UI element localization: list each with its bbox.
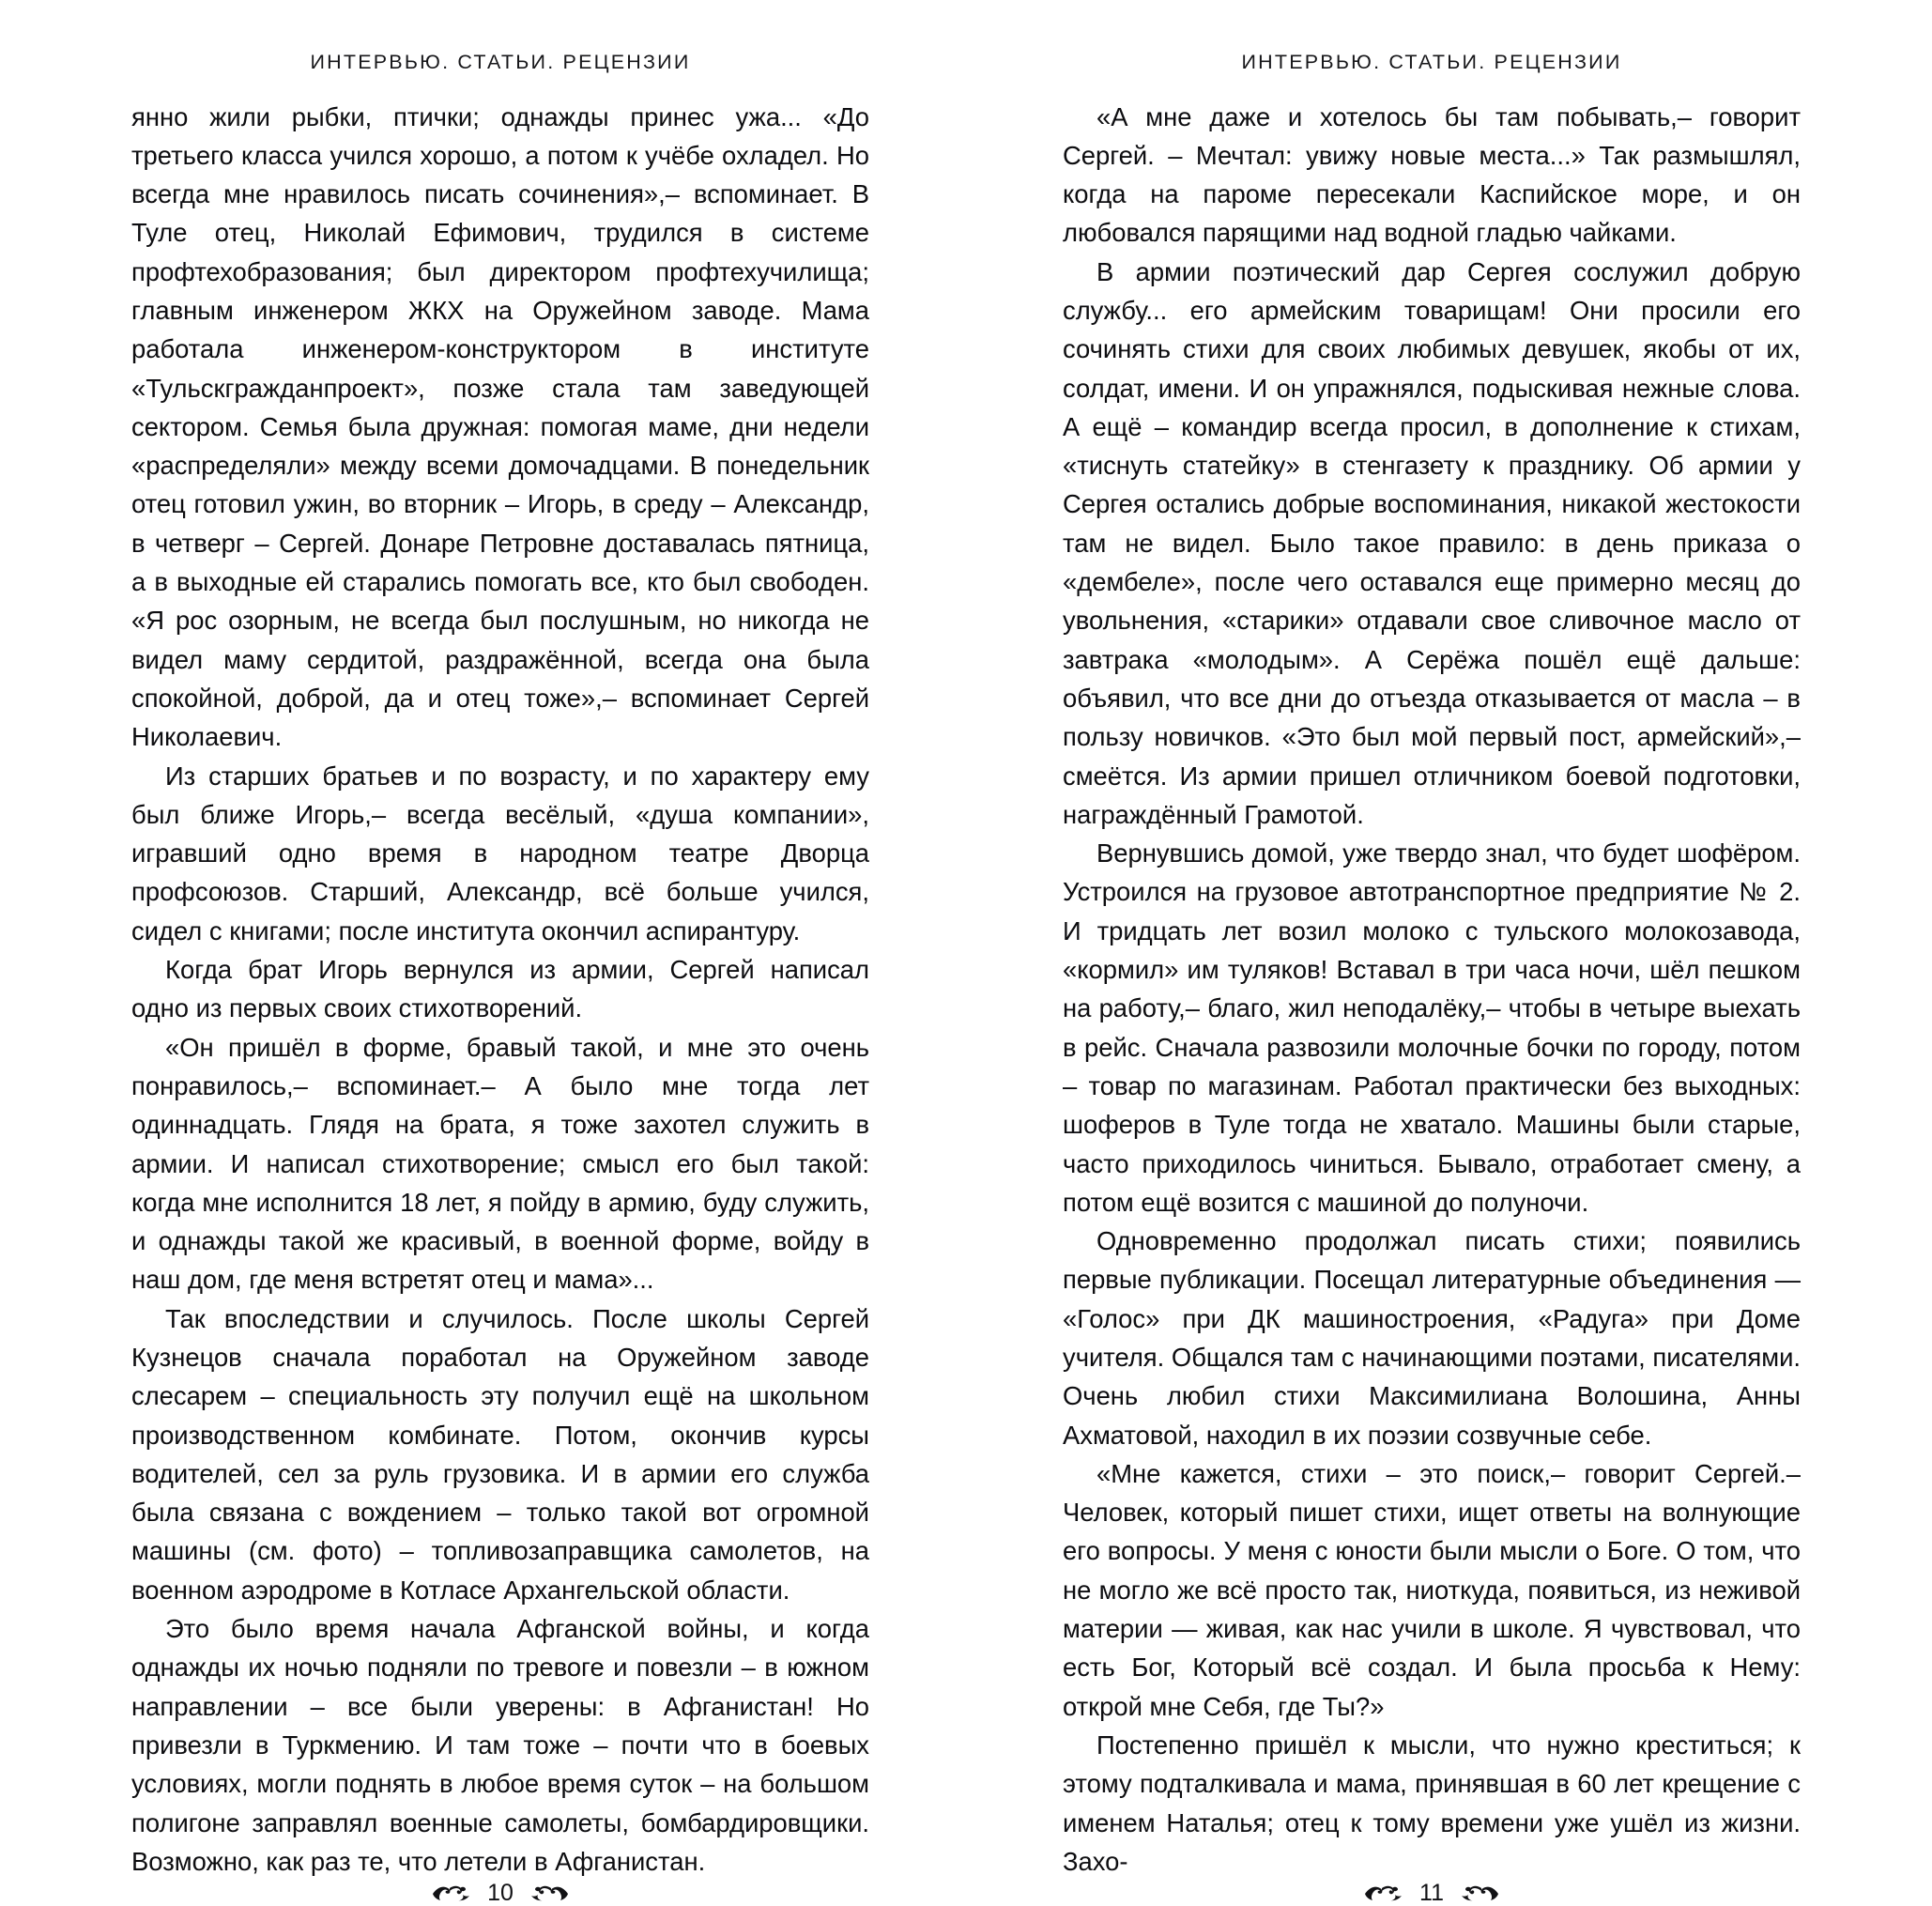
flourish-ornament-icon [1363, 1881, 1406, 1905]
running-head-right: ИНТЕРВЬЮ. СТАТЬИ. РЕЦЕНЗИИ [1241, 51, 1622, 73]
flourish-ornament-icon [527, 1881, 570, 1905]
flourish-ornament-icon [1457, 1881, 1500, 1905]
page-number-left: 10 [487, 1879, 514, 1906]
body-text-left [131, 98, 869, 1882]
running-head-left: ИНТЕРВЬЮ. СТАТЬИ. РЕЦЕНЗИИ [310, 51, 691, 73]
paragraph: «А мне даже и хотелось бы там побывать,– говорит Сергей. – Мечтал: увижу новые места...» Так размышлял, когда на пароме пересекали Каспийское море, и он любовался парящими над водной гладью чайками. [1063, 101, 1801, 248]
page-number-right: 11 [1419, 1879, 1444, 1906]
body-text-right [1063, 98, 1801, 1882]
page-footer-right [1063, 1881, 1801, 1905]
paragraph: «Он пришёл в форме, бравый такой, и мне это очень понравилось,– вспоминает.– А было мне тогда лет одиннадцать. Глядя на брата, я тоже захотел служить в армии. И написал стихотворение; смысл его был такой: когда мне исполнится 18 лет, я пойду в армию, буду служить, и однажды такой же красивый, в военной форме, войду в наш дом, где меня встретят отец и мама»... [131, 1032, 869, 1295]
paragraph: Это было время начала Афганской войны, и когда однажды их ночью подняли по тревоге и повезли – в южном направлении – все были уверены: в Афганистан! Но привезли в Туркмению. И там тоже – почти что в боевых условиях, могли поднять в любое время суток – на большом полигоне заправлял военные самолеты, бомбардировщики. Возможно, как раз те, что летели в Афганистан. [131, 1614, 869, 1876]
paragraph: Одновременно продолжал писать стихи; появились первые публикации. Посещал литературные объединения — «Голос» при ДК машиностроения, «Радуга» при Доме учителя. Общался там с начинающими поэтами, писателями. Очень любил стихи Максимилиана Волошина, Анны Ахматовой, находил в их поэзии созвучные себе. [1063, 1226, 1801, 1450]
paragraph: «Мне кажется, стихи – это поиск,– говорит Сергей.– Человек, который пишет стихи, ищет ответы на волнующие его вопросы. У меня с юности были мысли о Боге. О том, что не могло же всё просто так, ниоткуда, появиться, из неживой материи — живая, как нас учили в школе. Я чувствовал, что есть Бог, Который всё создал. И была просьба к Нему: открой мне Себя, где Ты?» [1063, 1458, 1801, 1721]
paragraph: Так впоследствии и случилось. После школы Сергей Кузнецов сначала поработал на Оружейном заводе слесарем – специальность эту получил ещё на школьном производственном комбинате. Потом, окончив курсы водителей, сел за руль грузовика. И в армии его служба была связана с вождением – только такой вот огромной машины (см. фото) – топливозаправщика самолетов, на военном аэродроме в Котласе Архангельской области. [131, 1303, 869, 1605]
paragraph: янно жили рыбки, птички; однажды принес ужа... «До третьего класса учился хорошо, а потом к учёбе охладел. Но всегда мне нравилось писать сочинения»,– вспоминает. В Туле отец, Николай Ефимович, трудился в системе профтехобразования; был директором профтехучилища; главным инженером ЖКХ на Оружейном заводе. Мама работала инженером-конструктором в институте «Тульскгражданпроект», позже стала там заведующей сектором. Семья была дружная: помогая маме, дни недели «распределяли» между всеми домочадцами. В понедельник отец готовил ужин, во вторник – Игорь, в среду – Александр, в четверг – Сергей. Донаре Петровне доставалась пятница, а в выходные ей старались помогать все, кто был свободен. «Я рос озорным, не всегда был послушным, но никогда не видел маму сердитой, раздражённой, всегда она была спокойной, доброй, да и отец тоже»,– вспоминает Сергей Николаевич. [131, 101, 869, 752]
paragraph: Из старших братьев и по возрасту, и по характеру ему был ближе Игорь,– всегда весёлый, «душа компании», игравший одно время в народном театре Дворца профсоюзов. Старший, Александр, всё больше учился, сидел с книгами; после института окончил аспирантуру. [131, 761, 869, 945]
paragraph: Когда брат Игорь вернулся из армии, Сергей написал одно из первых своих стихотворений. [131, 955, 869, 1023]
paragraph: Вернувшись домой, уже твердо знал, что будет шофёром. Устроился на грузовое автотранспортное предприятие № 2. И тридцать лет возил молоко с тульского молокозавода, «кормил» им туляков! Вставал в три часа ночи, шёл пешком на работу,– благо, жил неподалёку,– чтобы в четыре выехать в рейс. Сначала развозили молочные бочки по городу, потом – товар по магазинам. Работал практически без выходных: шоферов в Туле тогда не хватало. Машины были старые, часто приходилось чиниться. Бывало, отработает смену, а потом ещё возится с машиной до полуночи. [1063, 838, 1801, 1217]
page-right [966, 0, 1932, 1906]
page-footer-left [131, 1881, 869, 1905]
flourish-ornament-icon [431, 1881, 474, 1905]
paragraph: В армии поэтический дар Сергея сослужил добрую службу... его армейским товарищам! Они просили его сочинять стихи для своих любимых девушек, якобы от их, солдат, имени. И он упражнялся, подыскивая нежные слова. А ещё – командир всегда просил, в дополнение к стихам, «тиснуть статейку» в стенгазету к празднику. Об армии у Сергея остались добрые воспоминания, никакой жестокости там не видел. Было такое правило: в день приказа о «дембеле», после чего оставался еще примерно месяц до увольнения, «старики» отдавали свое сливочное масло от завтрака «молодым». А Серёжа пошёл ещё дальше: объявил, что все дни до отъезда отказывается от масла – в пользу новичков. «Это был мой первый пост, армейский»,– смеётся. Из армии пришел отличником боевой подготовки, награждённый Грамотой. [1063, 256, 1801, 829]
paragraph: Постепенно пришёл к мысли, что нужно креститься; к этому подталкивала и мама, принявшая в 60 лет крещение с именем Наталья; отец к тому времени уже ушёл из жизни. Захо- [1063, 1729, 1801, 1876]
